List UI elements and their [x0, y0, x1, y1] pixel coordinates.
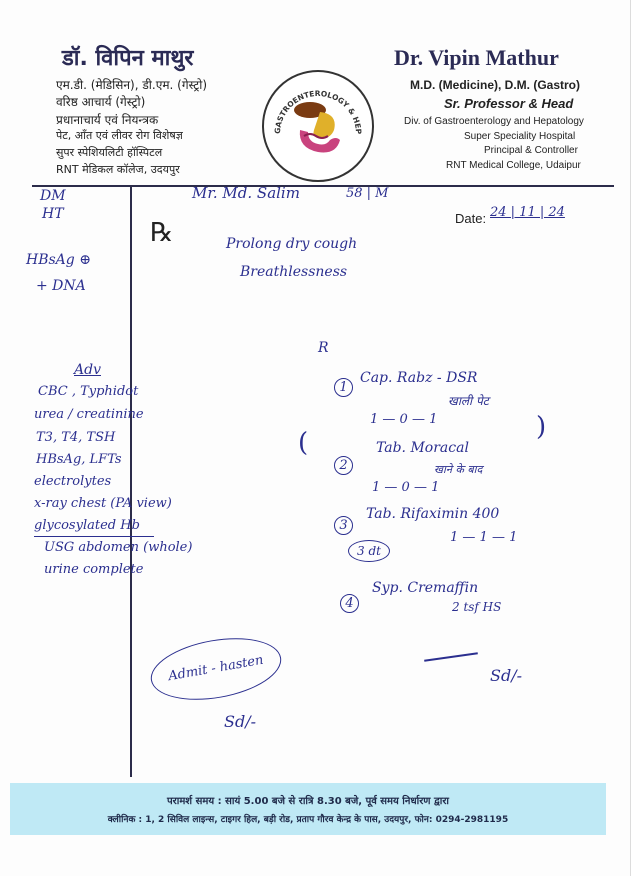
rx-symbol: ℞	[150, 218, 174, 248]
medicine-3-number: 3	[334, 516, 353, 535]
medicine-1-note: खाली पेट	[448, 394, 489, 408]
english-line-4: RNT Medical College, Udaipur	[446, 160, 581, 171]
hindi-line-5: सुपर स्पेशियलिटी हॉस्पिटल	[56, 146, 163, 159]
hindi-line-1: एम.डी. (मेडिसिन), डी.एम. (गेस्ट्रो)	[56, 78, 208, 92]
test-1: CBC , Typhidot	[38, 384, 139, 399]
test-9: urine complete	[44, 562, 144, 577]
test-2: urea / creatinine	[34, 407, 144, 422]
patient-age-sex: 58 | M	[346, 186, 389, 201]
english-line-2: Super Speciality Hospital	[464, 131, 576, 142]
left-column-divider	[130, 185, 132, 777]
advice-title: Adv	[74, 362, 101, 378]
history-dm: DM	[40, 188, 66, 204]
hindi-line-2: वरिष्ठ आचार्य (गेस्ट्रो)	[56, 95, 146, 109]
bracket-close: )	[536, 412, 547, 442]
bracket-open: (	[298, 428, 309, 458]
hindi-line-6: RNT मेडिकल कॉलेज, उदयपुर	[56, 163, 180, 176]
medicine-1-name: Cap. Rabz - DSR	[360, 370, 478, 386]
designation: Sr. Professor & Head	[444, 96, 574, 111]
test-7: glycosylated Hb	[34, 518, 140, 533]
clinic-logo	[262, 70, 374, 182]
medicine-2-dose: 1 — 0 — 1	[372, 480, 440, 495]
footer-line-2: क्लीनिक : 1, 2 सिविल लाइन्स, टाइगर हिल, बड़ी रोड, प्रताप गौरव केन्द्र के पास, उदयपुर, फोन: 0294-2981195	[107, 815, 509, 825]
header-divider	[32, 185, 614, 187]
test-5: electrolytes	[34, 474, 112, 489]
test-4: HBsAg, LFTs	[36, 452, 122, 467]
footer-band	[10, 783, 606, 835]
medicine-4-name: Syp. Cremaffin	[372, 580, 479, 596]
signature-right: Sd/-	[490, 666, 522, 685]
date-value: 24 | 11 | 24	[490, 205, 565, 220]
test-3: T3, T4, TSH	[36, 430, 116, 445]
qualification: M.D. (Medicine), D.M. (Gastro)	[410, 78, 581, 92]
bottom-dash	[424, 652, 478, 661]
date-label: Date:	[455, 211, 487, 226]
footer-line-1: परामर्श समय : सायं 5.00 बजे से रात्रि 8.30 बजे, पूर्व समय निर्धारण द्वारा	[166, 796, 450, 807]
hindi-line-4: पेट, आँत एवं लीवर रोग विशेषज्ञ	[56, 129, 183, 142]
medicine-3-name: Tab. Rifaximin 400	[366, 506, 500, 522]
medicine-1-dose: 1 — 0 — 1	[370, 412, 438, 427]
rx-heading: R	[318, 340, 329, 356]
medicine-4-number: 4	[340, 594, 359, 613]
doctor-name-hindi: डॉ. विपिन माथुर	[62, 46, 194, 71]
medicine-2-name: Tab. Moracal	[376, 440, 469, 456]
complaint-2: Breathlessness	[240, 264, 348, 280]
medicine-2-note: खाने के बाद	[434, 463, 483, 476]
signature-left: Sd/-	[224, 712, 256, 731]
doctor-name-english: Dr. Vipin Mathur	[394, 45, 559, 70]
hindi-line-3: प्रधानाचार्य एवं नियन्त्रक	[56, 113, 159, 127]
medicine-1-number: 1	[334, 378, 353, 397]
clinic-logo-graphic	[264, 72, 372, 180]
medicine-4-dose: 2 tsf HS	[452, 600, 502, 614]
medicine-3-note: 3 dt	[348, 540, 390, 562]
english-line-1: Div. of Gastroenterology and Hepatology	[404, 116, 584, 127]
history-ht: HT	[42, 206, 64, 222]
tests-underline	[34, 536, 154, 537]
test-6: x-ray chest (PA view)	[34, 496, 172, 511]
medicine-2-number: 2	[334, 456, 353, 475]
medicine-3-dose: 1 — 1 — 1	[450, 530, 518, 545]
complaint-1: Prolong dry cough	[226, 236, 358, 252]
finding-hbsag: HBsAg ⊕	[26, 252, 91, 268]
admit-note: Admit - hasten	[146, 629, 286, 709]
logo-text: GASTROENTEROLOGY & HEP	[272, 88, 364, 135]
test-8: USG abdomen (whole)	[44, 540, 193, 555]
english-line-3: Principal & Controller	[484, 145, 578, 156]
patient-name: Mr. Md. Salim	[192, 184, 300, 202]
finding-dna: + DNA	[36, 278, 86, 294]
